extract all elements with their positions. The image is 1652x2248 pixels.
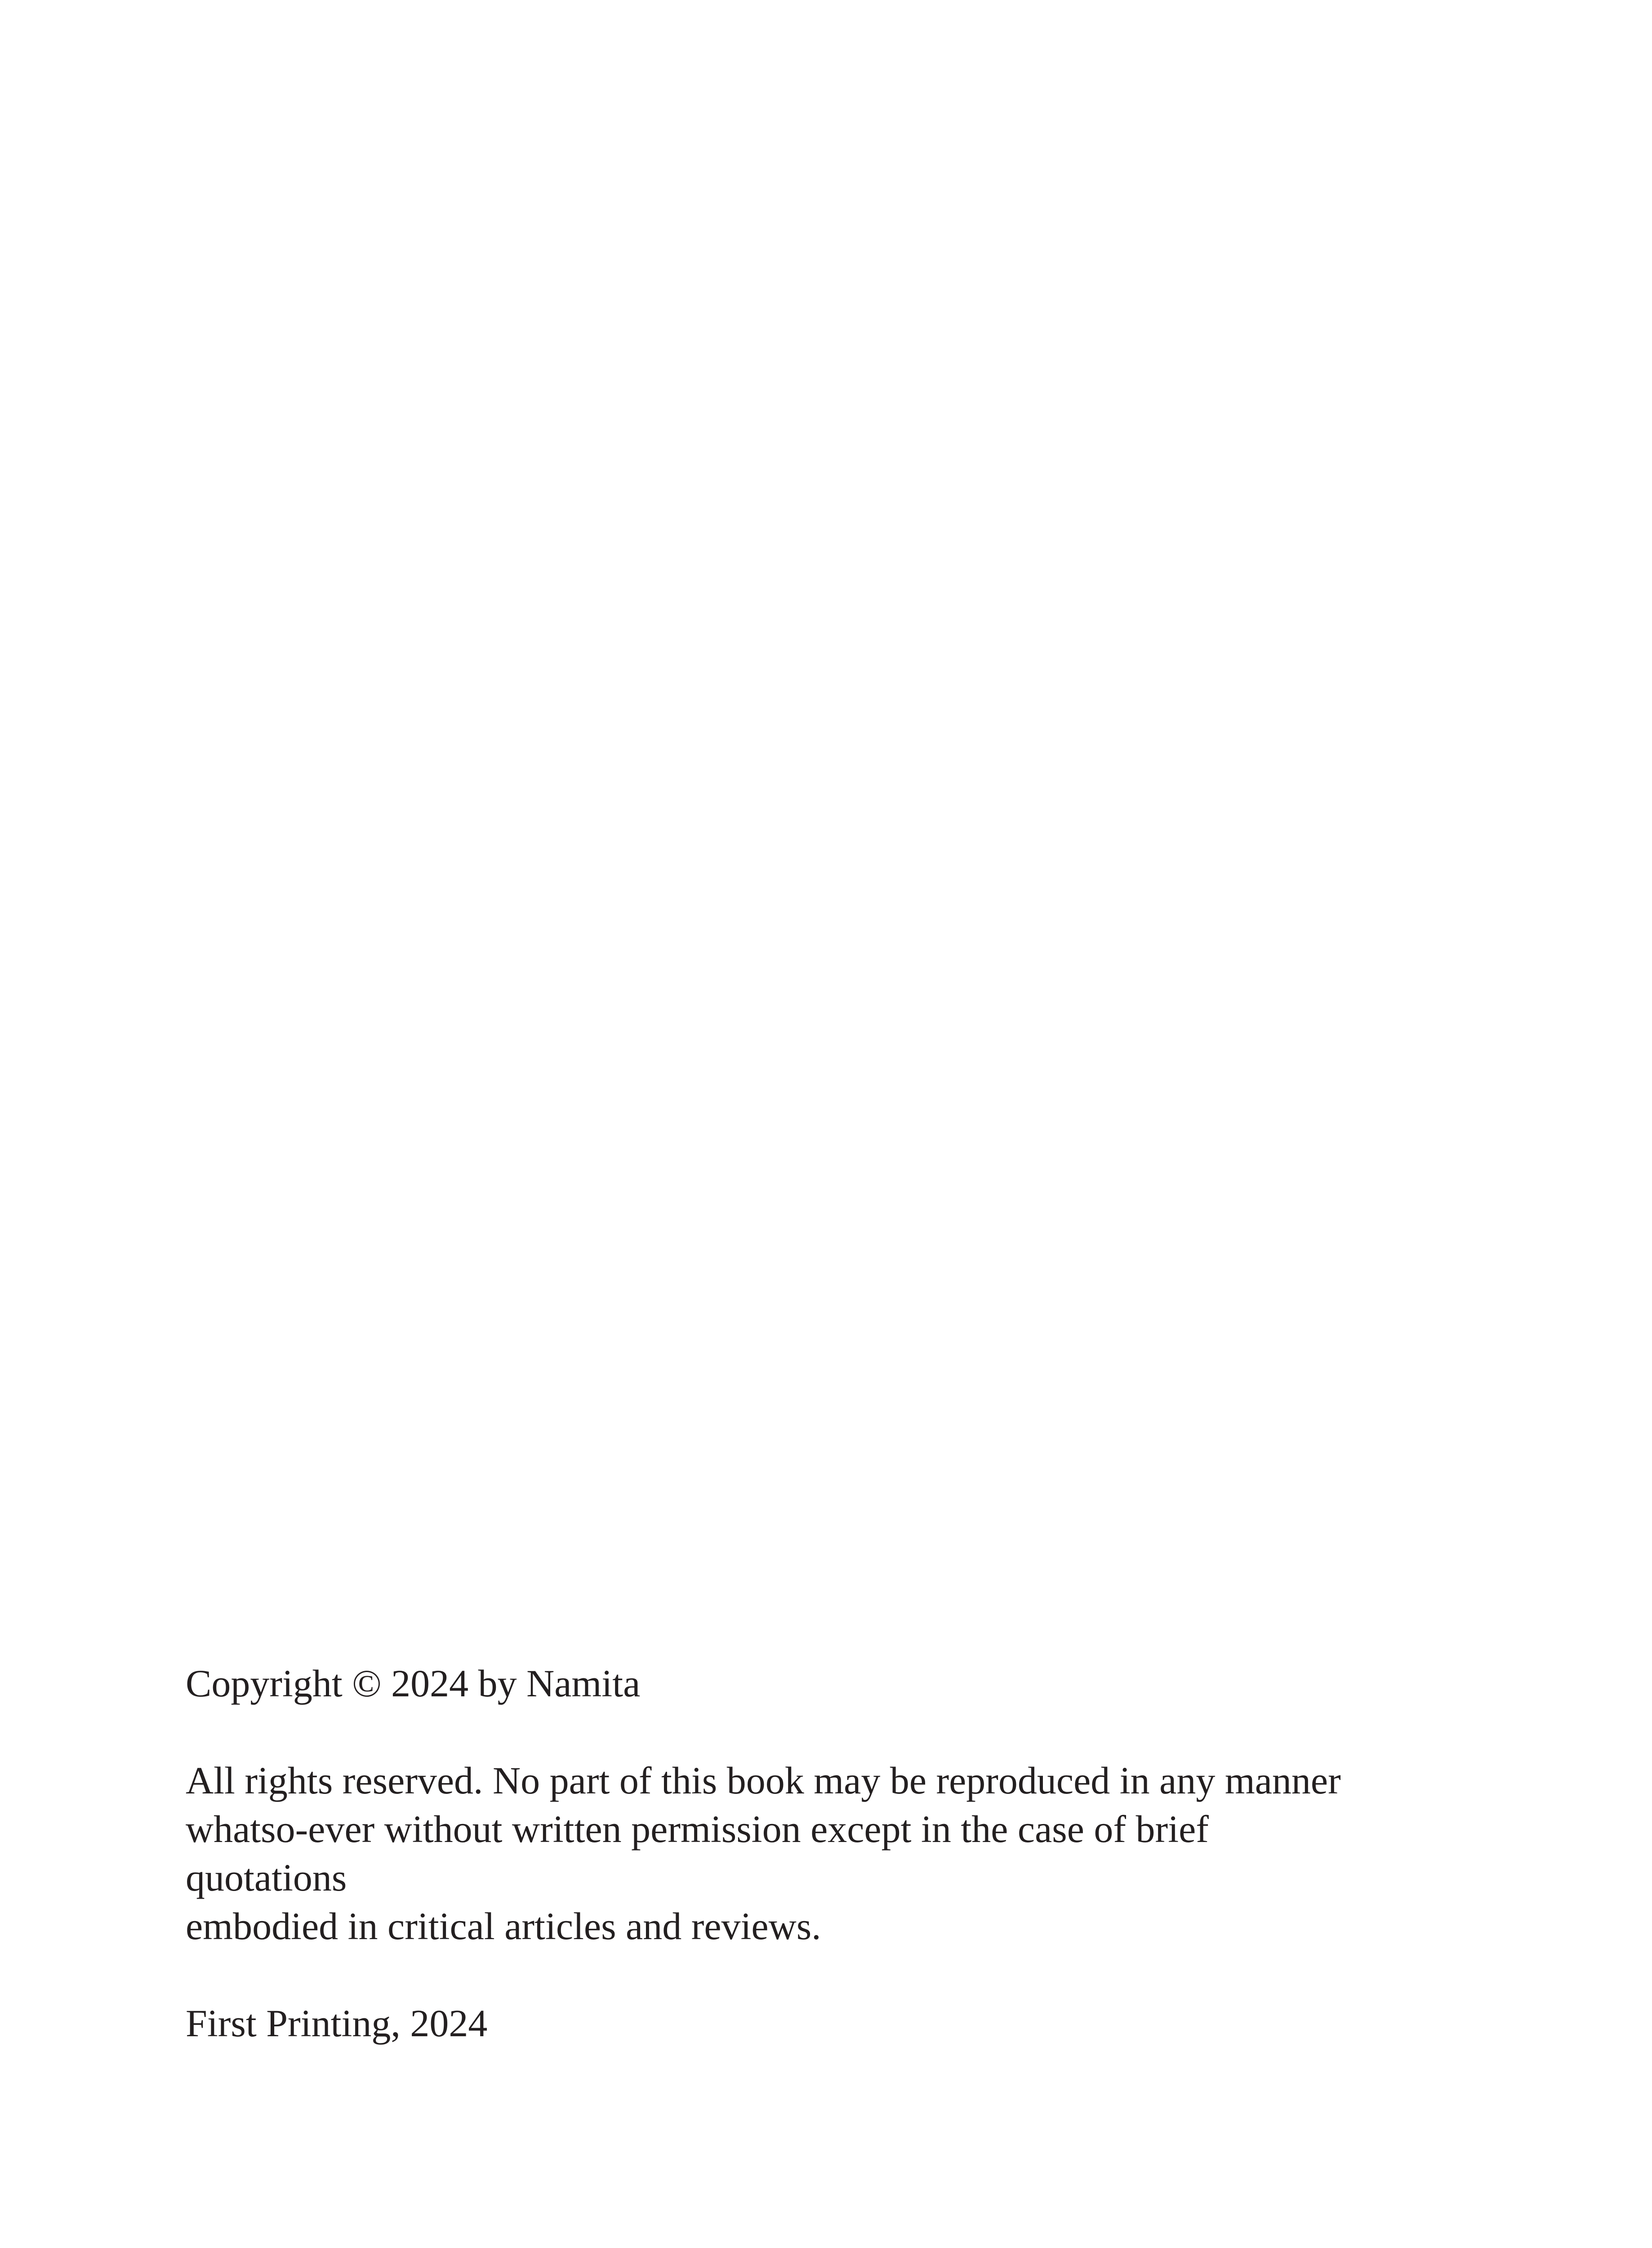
rights-statement [186,1756,1489,1950]
rights-statement-line: quotations [186,1856,347,1899]
paragraph-spacer [186,1708,1489,1756]
copyright-block [186,1659,1489,2047]
rights-statement-line: All rights reserved. No part of this book may be reproduced in any manner [186,1759,1341,1802]
copyright-notice: Copyright © 2024 by Namita [186,1662,641,1705]
paragraph-spacer [186,1950,1489,1999]
printing-notice: First Printing, 2024 [186,2002,488,2045]
rights-statement-line: embodied in critical articles and reviews. [186,1905,821,1948]
rights-statement-line: whatso-ever without written permission except in the case of brief [186,1807,1209,1851]
